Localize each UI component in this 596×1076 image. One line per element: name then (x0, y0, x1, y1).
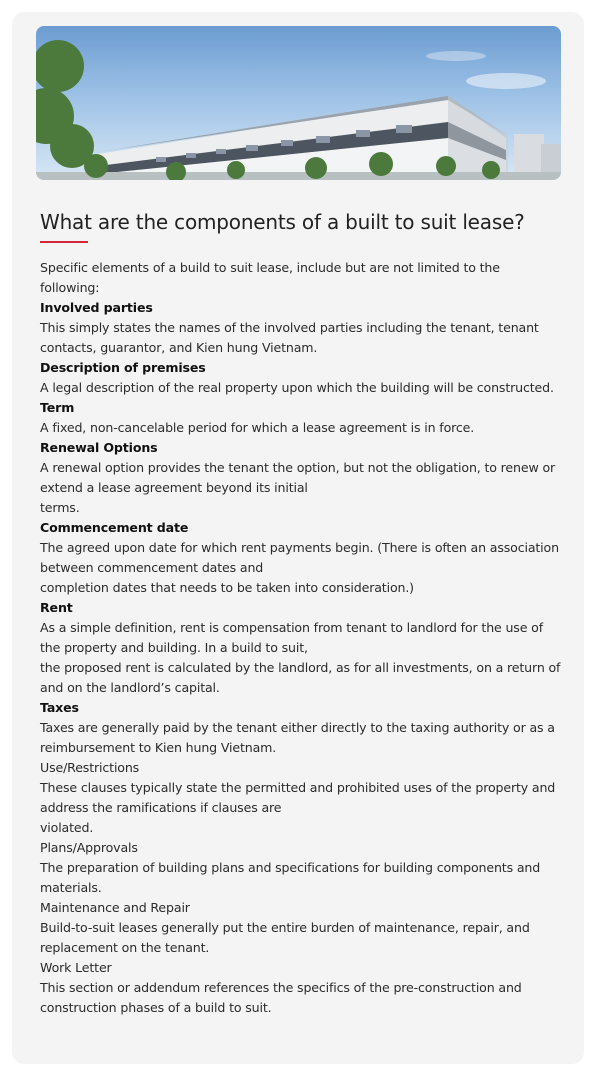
body-text-line: The preparation of building plans and specifications for building components and (40, 860, 541, 875)
body-text-line: terms. (40, 500, 80, 515)
body-text-line: Work Letter (40, 960, 112, 975)
body-text-line: and on the landlord’s capital. (40, 680, 220, 695)
body-text-line: the proposed rent is calculated by the landlord, as for all investments, on a return of (40, 660, 561, 675)
body-text-line: Maintenance and Repair (40, 900, 190, 915)
body-text-line: A fixed, non-cancelable period for which a lease agreement is in force. (40, 420, 475, 435)
body-text-line: A renewal option provides the tenant the option, but not the obligation, to renew or (40, 460, 556, 475)
section-heading: Description of premises (40, 360, 206, 375)
hero-image (36, 26, 561, 180)
section-heading: Commencement date (40, 520, 189, 535)
body-text-line: Specific elements of a build to suit lease, include but are not limited to the (40, 260, 500, 275)
body-text-line: This section or addendum references the specifics of the pre-construction and (40, 980, 522, 995)
body-text-line: between commencement dates and (40, 560, 264, 575)
body-text-line: the property and building. In a build to suit, (40, 640, 308, 655)
body-text-line: replacement on the tenant. (40, 940, 210, 955)
body-text-line: This simply states the names of the involved parties including the tenant, tenant (40, 320, 539, 335)
body-text-line: The agreed upon date for which rent payments begin. (There is often an association (40, 540, 559, 555)
body-text-line: Use/Restrictions (40, 760, 140, 775)
body-text-line: construction phases of a build to suit. (40, 1000, 272, 1015)
section-heading: Taxes (40, 700, 79, 715)
body-text-line: reimbursement to Kien hung Vietnam. (40, 740, 277, 755)
title-underline (40, 241, 88, 243)
section-heading: Renewal Options (40, 440, 158, 455)
body-text-line: Plans/Approvals (40, 840, 138, 855)
body-text-line: completion dates that needs to be taken into consideration.) (40, 580, 414, 595)
body-text-line: These clauses typically state the permitted and prohibited uses of the property and (40, 780, 556, 795)
body-text-line: Build-to-suit leases generally put the entire burden of maintenance, repair, and (40, 920, 530, 935)
body-text-line: address the ramifications if clauses are (40, 800, 282, 815)
section-heading: Involved parties (40, 300, 153, 315)
body-text-line: materials. (40, 880, 102, 895)
building-illustration (36, 26, 561, 180)
section-heading: Term (40, 400, 75, 415)
body-text-line: As a simple definition, rent is compensation from tenant to landlord for the use of (40, 620, 544, 635)
page-title: What are the components of a built to suit lease? (40, 210, 525, 234)
body-text-line: following: (40, 280, 100, 295)
body-text-line: extend a lease agreement beyond its initial (40, 480, 308, 495)
body-text-line: A legal description of the real property upon which the building will be constructed. (40, 380, 554, 395)
body-text-line: violated. (40, 820, 94, 835)
section-heading: Rent (40, 600, 73, 615)
body-text-line: contacts, guarantor, and Kien hung Vietnam. (40, 340, 318, 355)
article-body (40, 258, 562, 1018)
body-text-line: Taxes are generally paid by the tenant either directly to the taxing authority or as a (40, 720, 555, 735)
